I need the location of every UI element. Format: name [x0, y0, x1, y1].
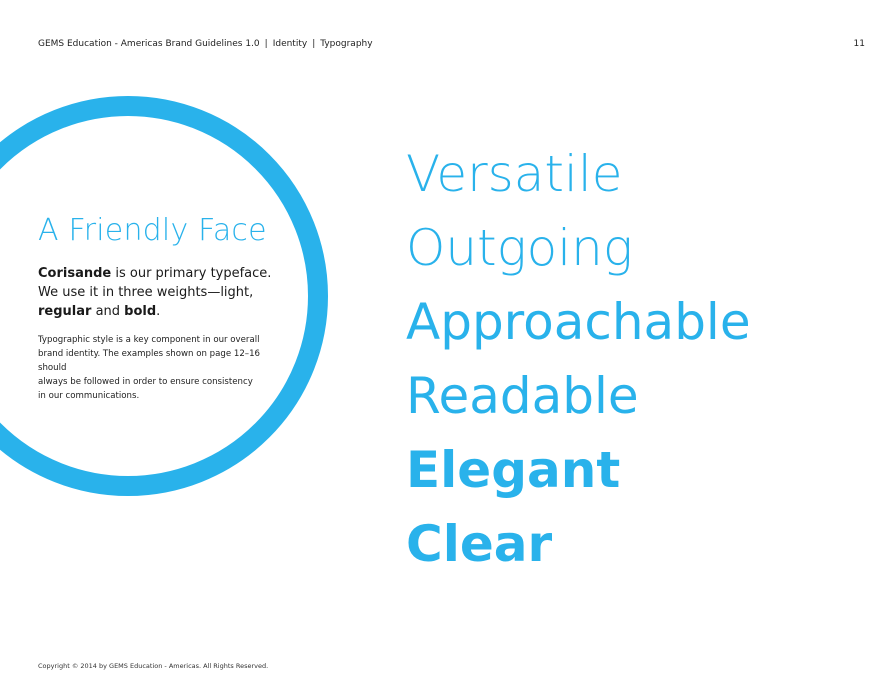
intro-paragraph	[38, 264, 288, 321]
breadcrumb-item-typography: Typography	[320, 39, 373, 49]
weight-regular-label: regular	[38, 304, 92, 319]
body-paragraph	[38, 333, 288, 403]
showcase-word-versatile: Versatile	[406, 145, 623, 203]
intro-text-1: is our primary typeface. We use it in three weights—light,	[38, 266, 272, 300]
body-line: Typographic style is a key component in our overall	[38, 335, 260, 345]
breadcrumb-item-identity: Identity	[272, 39, 308, 49]
typeface-showcase	[406, 137, 751, 581]
section-title: A Friendly Face	[38, 213, 267, 248]
copyright-footer: Copyright © 2014 by GEMS Education - Americas. All Rights Reserved.	[38, 662, 269, 670]
page-number: 11	[853, 39, 865, 49]
intro-text-2: and	[91, 304, 125, 319]
typeface-name: Corisande	[38, 266, 112, 281]
breadcrumb-separator: |	[264, 39, 268, 49]
page-header	[38, 39, 865, 53]
showcase-word-approachable: Approachable	[406, 293, 751, 351]
showcase-word-readable: Readable	[406, 367, 639, 425]
breadcrumb-item-guidelines: GEMS Education - Americas Brand Guidelines 1.0	[38, 39, 260, 49]
intro-text-3: .	[156, 304, 161, 319]
showcase-word-clear: Clear	[406, 515, 553, 573]
breadcrumb-separator: |	[312, 39, 316, 49]
breadcrumb	[38, 39, 373, 49]
body-line: in our communications.	[38, 391, 140, 401]
showcase-word-elegant: Elegant	[406, 441, 621, 499]
body-line: brand identity. The examples shown on page 12–16 should	[38, 349, 261, 373]
body-line: always be followed in order to ensure consistency	[38, 377, 253, 387]
showcase-word-outgoing: Outgoing	[406, 219, 633, 277]
intro-panel	[38, 212, 288, 403]
weight-bold-label: bold	[124, 304, 157, 319]
